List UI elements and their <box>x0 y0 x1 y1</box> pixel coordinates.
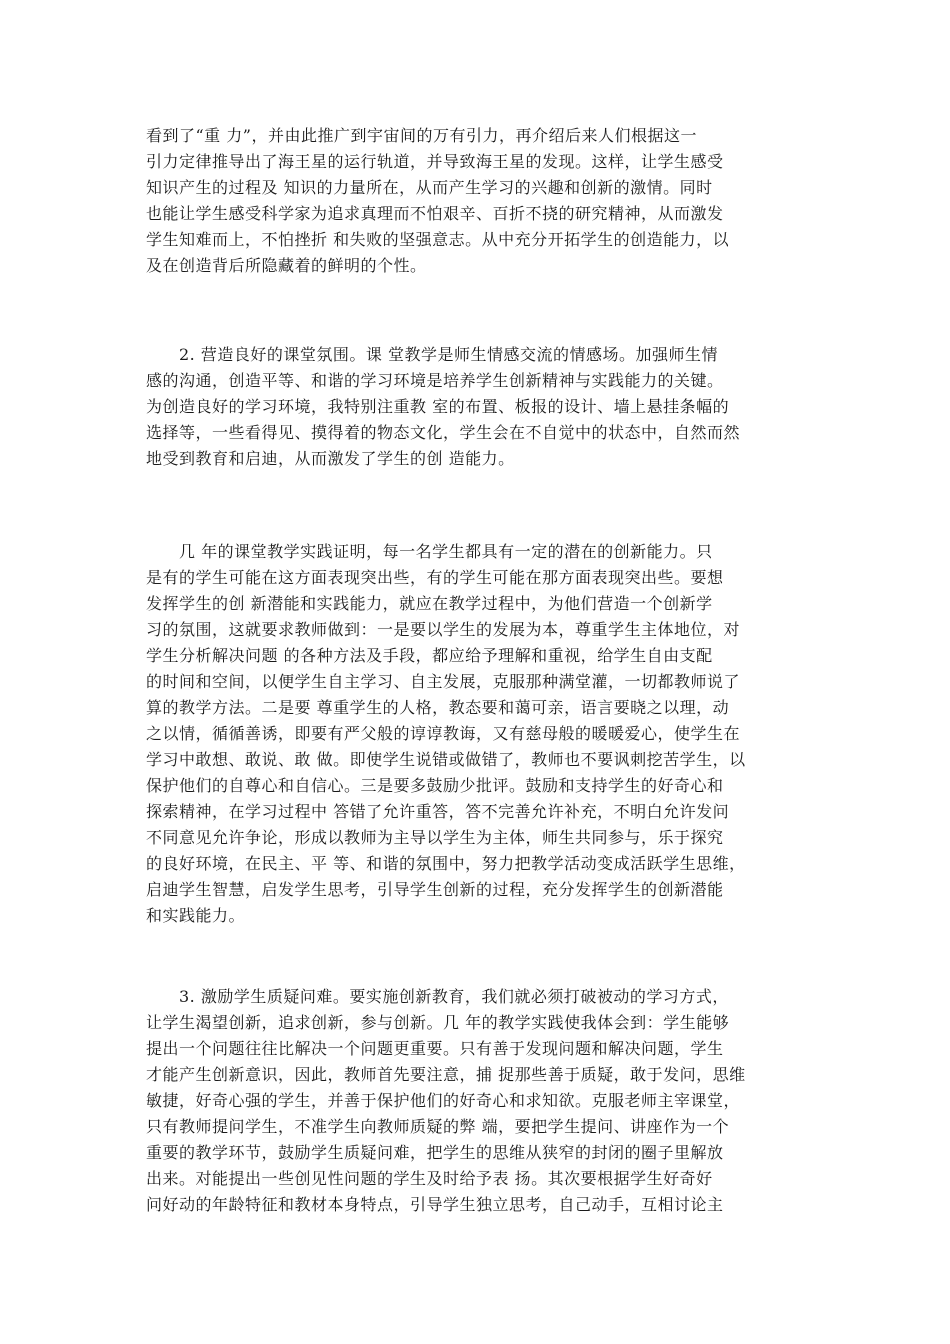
text-line: 提出一个问题往往比解决一个问题更重要。只有善于发现问题和解决问题，学生 <box>146 1039 724 1058</box>
text-line: 学习中敢想、敢说、敢 做。即使学生说错或做错了，教师也不要讽刺挖苦学生，以 <box>146 750 746 769</box>
text-line: 习的氛围，这就要求教师做到：一是要以学生的发展为本，尊重学生主体地位，对 <box>146 620 741 639</box>
text-line: 保护他们的自尊心和自信心。三是要多鼓励少批评。鼓励和支持学生的好奇心和 <box>146 776 724 795</box>
text-line: 地受到教育和启迪，从而激发了学生的创 造能力。 <box>146 449 515 468</box>
paragraph-1 <box>146 123 806 279</box>
text-line: 不同意见允许争论，形成以教师为主导以学生为主体，师生共同参与，乐于探究 <box>146 828 724 847</box>
text-line: 让学生渴望创新，追求创新，参与创新。几 年的教学实践使我体会到：学生能够 <box>146 1013 730 1032</box>
text-line: 及在创造背后所隐藏着的鲜明的个性。 <box>146 256 427 275</box>
text-line: 出来。对能提出一些创见性问题的学生及时给予表 扬。其次要根据学生好奇好 <box>146 1169 713 1188</box>
paragraph-2 <box>146 342 806 472</box>
paragraph-3 <box>146 539 806 929</box>
text-line: 启迪学生智慧，启发学生思考，引导学生创新的过程，充分发挥学生的创新潜能 <box>146 880 724 899</box>
text-line: 是有的学生可能在这方面表现突出些，有的学生可能在那方面表现突出些。要想 <box>146 568 724 587</box>
text-line: 感的沟通，创造平等、和谐的学习环境是培养学生创新精神与实践能力的关键。 <box>146 371 724 390</box>
text-line: 学生分析解决问题 的各种方法及手段，都应给予理解和重视，给学生自由支配 <box>146 646 713 665</box>
text-line: 看到了“重 力”，并由此推广到宇宙间的万有引力，再介绍后来人们根据这一 <box>146 126 697 145</box>
text-line: 问好动的年龄特征和教材本身特点，引导学生独立思考，自己动手，互相讨论主 <box>146 1195 724 1214</box>
text-line: 为创造良好的学习环境，我特别注重教 室的布置、板报的设计、墙上悬挂条幅的 <box>146 397 730 416</box>
text-line: 也能让学生感受科学家为追求真理而不怕艰辛、百折不挠的研究精神，从而激发 <box>146 204 724 223</box>
text-line: 才能产生创新意识，因此，教师首先要注意，捕 捉那些善于质疑，敢于发问，思维 <box>146 1065 746 1084</box>
text-line: 几 年的课堂教学实践证明，每一名学生都具有一定的潜在的创新能力。只 <box>146 542 713 561</box>
text-line: 3. 激励学生质疑问难。要实施创新教育，我们就必须打破被动的学习方式， <box>146 987 729 1006</box>
text-line: 算的教学方法。二是要 尊重学生的人格，教态要和蔼可亲，语言要晓之以理，动 <box>146 698 730 717</box>
text-line: 只有教师提问学生，不准学生向教师质疑的弊 端，要把学生提问、讲座作为一个 <box>146 1117 730 1136</box>
text-line: 的良好环境，在民主、平 等、和谐的氛围中，努力把教学活动变成活跃学生思维， <box>146 854 746 873</box>
text-line: 的时间和空间，以便学生自主学习、自主发展，克服那种满堂灌，一切都教师说了 <box>146 672 741 691</box>
paragraph-4 <box>146 984 806 1218</box>
text-line: 引力定律推导出了海王星的运行轨道，并导致海王星的发现。这样，让学生感受 <box>146 152 724 171</box>
text-line: 之以情，循循善诱，即要有严父般的谆谆教诲，又有慈母般的暖暖爱心，使学生在 <box>146 724 741 743</box>
text-line: 和实践能力。 <box>146 906 246 925</box>
text-line: 知识产生的过程及 知识的力量所在，从而产生学习的兴趣和创新的激情。同时 <box>146 178 713 197</box>
text-line: 选择等，一些看得见、摸得着的物态文化，学生会在不自觉中的状态中，自然而然 <box>146 423 741 442</box>
text-line: 敏捷，好奇心强的学生，并善于保护他们的好奇心和求知欲。克服老师主宰课堂， <box>146 1091 741 1110</box>
text-line: 探索精神，在学习过程中 答错了允许重答，答不完善允许补充，不明白允许发问 <box>146 802 730 821</box>
text-line: 学生知难而上，不怕挫折 和失败的坚强意志。从中充分开拓学生的创造能力，以 <box>146 230 730 249</box>
text-line: 发挥学生的创 新潜能和实践能力，就应在教学过程中，为他们营造一个创新学 <box>146 594 713 613</box>
text-line: 2. 营造良好的课堂氛围。课 堂教学是师生情感交流的情感场。加强师生情 <box>146 345 718 364</box>
text-line: 重要的教学环节，鼓励学生质疑问难，把学生的思维从狭窄的封闭的圈子里解放 <box>146 1143 724 1162</box>
